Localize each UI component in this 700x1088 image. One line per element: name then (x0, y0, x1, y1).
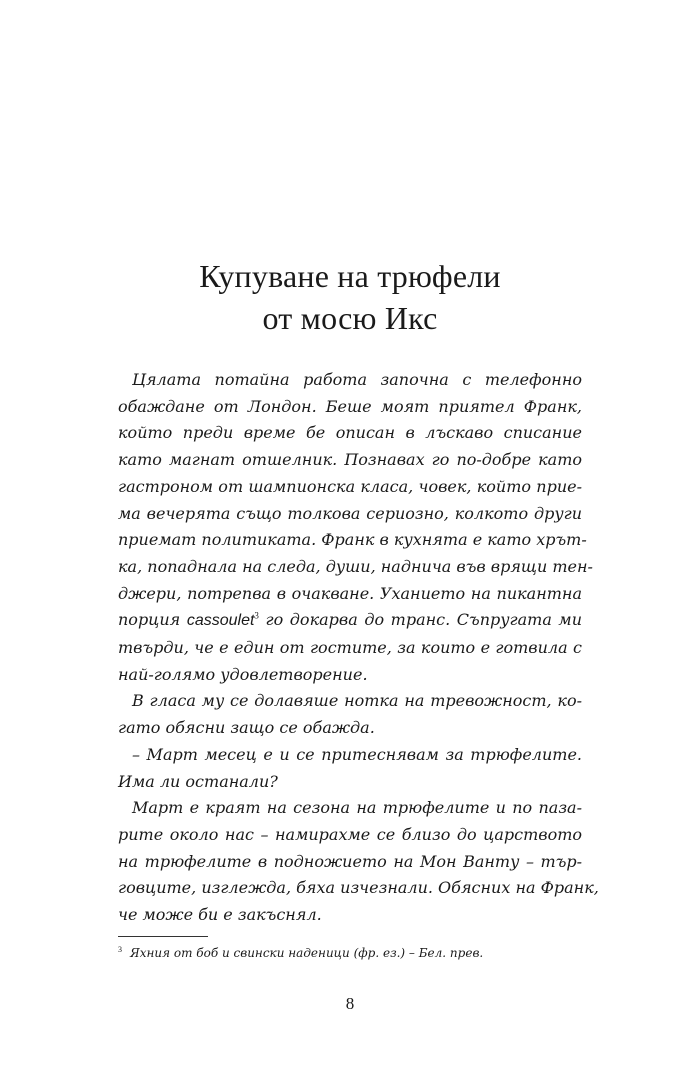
chapter-title-line-2: от мосю Икс (262, 300, 438, 336)
text-line: ма вечерята също толкова сериозно, колкото други (118, 503, 582, 523)
text-line-with-footnote (118, 607, 582, 635)
foreign-word: cassoulet (186, 612, 255, 630)
footnote-text: Яхния от боб и свински наденици (фр. ез.) – Бел. прев. (130, 946, 484, 960)
text-line: гастроном от шампионска класа, човек, който прие- (118, 476, 582, 496)
text-line: Цялата потайна работа започна с телефонно (132, 370, 582, 389)
text-line: твърди, че е един от гостите, за които е готвила с (118, 638, 582, 658)
text-line: най-голямо удовлетворение. (118, 664, 368, 684)
chapter-title-line-1: Купуване на трюфели (199, 258, 501, 294)
footnote-divider (118, 936, 208, 937)
footnote-marker: 3 (118, 945, 122, 954)
text-fragment: порция (118, 610, 187, 630)
footnote-reference[interactable]: 3 (254, 611, 259, 621)
page-number: 8 (345, 994, 355, 1013)
text-line: приемат политиката. Франк в кухнята е като хрът- (118, 530, 587, 550)
text-line: рите около нас – намирахме се близо до царството (118, 824, 582, 844)
text-line: като магнат отшелник. Познавах го по-добре като (118, 450, 582, 470)
text-line: Март е краят на сезона на трюфелите и по паза- (132, 798, 582, 818)
paragraph-1 (118, 367, 593, 688)
text-line: ка, попаднала на следа, души, надничa във врящи тен- (118, 556, 593, 576)
text-fragment: го докарва до транс. Съпругата ми (258, 610, 583, 630)
text-line: джери, потрепва в очакване. Уханието на пикантна (118, 583, 582, 603)
text-line: говците, изглежда, бяха изчезнали. Обясних на Франк, (118, 878, 599, 898)
text-line: Има ли останали? (118, 771, 278, 791)
text-line: гато обясни защо се обажда. (118, 718, 375, 738)
chapter-body (118, 367, 599, 929)
text-line: В гласа му се долавяше нотка на тревожност, ко- (132, 691, 582, 711)
paragraph-4 (118, 795, 599, 929)
text-line: на трюфелите в подножието на Мон Ванту – тър- (118, 851, 582, 871)
text-line: обаждане от Лондон. Беше моят приятел Франк, (118, 396, 582, 416)
paragraph-3 (118, 742, 582, 795)
text-line: – Март месец е и се притеснявам за трюфелите. (132, 744, 582, 764)
text-line: който преди време бе описан в лъскаво списание (118, 423, 582, 443)
paragraph-2 (118, 688, 582, 741)
text-line: че може би е закъснял. (118, 905, 322, 925)
chapter-title (90, 255, 610, 339)
footnote (118, 945, 582, 961)
